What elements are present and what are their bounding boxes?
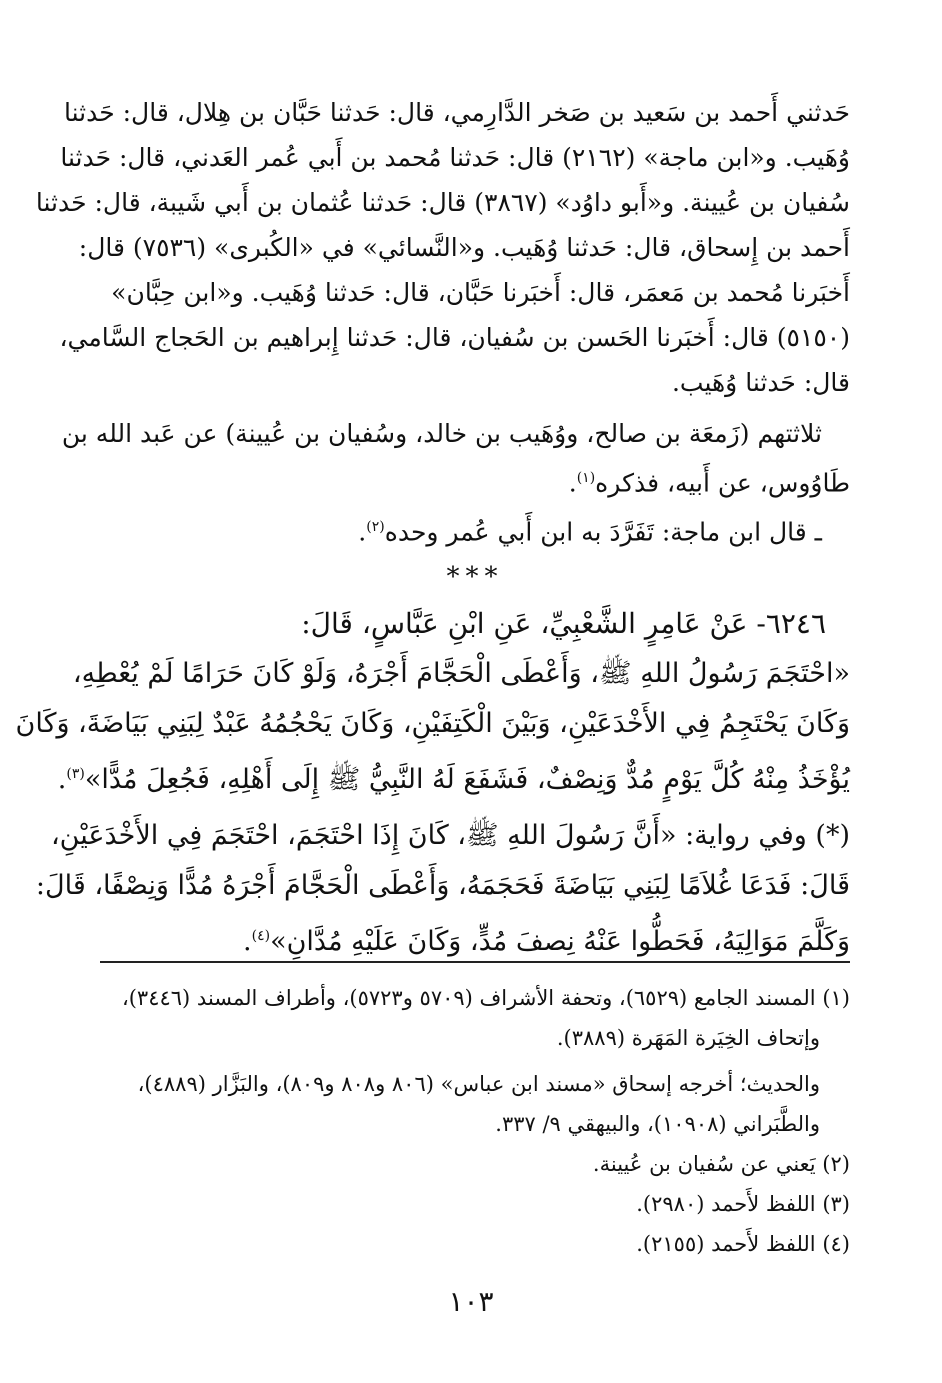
- footnote-1: (١) المسند الجامع (٦٥٢٩)، وتحفة الأشراف (٥٧٠٩ و٥٧٢٣)، وأطراف المسند (٣٤٤٦)،: [121, 986, 850, 1010]
- text-line: قال: حَدثنا وُهَيب.: [671, 368, 850, 397]
- footnote-3: (٣) اللفظ لأَحمد (٢٩٨٠).: [636, 1192, 850, 1216]
- footnote-ref: (٤): [251, 927, 271, 944]
- text-line: ثلاثتهم (زَمعَة بن صالح، ووُهَيب بن خالد، وسُفيان بن عُيينة) عن عَبد الله بن: [61, 419, 822, 448]
- hadith-heading: ٦٢٤٦- عَنْ عَامِرٍ الشَّعْبِيِّ، عَنِ ابْنِ عَبَّاسٍ، قَالَ:: [301, 606, 826, 640]
- text-line: وَكَلَّمَ مَوَالِيَهُ، فَحَطُّوا عَنْهُ نِصفَ مُدٍّ، وَكَانَ عَلَيْهِ مُدَّانِ»$^{(٤)}$.: [243, 925, 850, 957]
- text-line: حَدثني أَحمد بن سَعيد بن صَخر الدَّارِمي، قال: حَدثنا حَبَّان بن هِلال، قال: حَدثنا: [63, 98, 850, 127]
- footnote-2: (٢) يَعني عن سُفيان بن عُيينة.: [592, 1152, 850, 1176]
- text-line: طَاوُوس، عن أَبيه، فذكره$^{(١)}$.: [568, 468, 850, 498]
- page-number: ١٠٣: [448, 1285, 494, 1318]
- chain-paragraph: [61, 411, 850, 505]
- text-line: «احْتَجَمَ رَسُولُ اللهِ ﷺ، وَأَعْطَى الْحَجَّامَ أَجْرَهُ، وَلَوْ كَانَ حَرَامًا لَمْ يُعْطِهِ،: [72, 657, 850, 689]
- text-line: (*) وفي رواية: «أَنَّ رَسُولَ اللهِ ﷺ، كَانَ إِذَا احْتَجَمَ، احْتَجَمَ فِي الأَخْدَعَيْنِ،: [50, 819, 850, 851]
- text-line: وَكَانَ يَحْتَجِمُ فِي الأَخْدَعَيْنِ، وَبَيْنَ الْكَتِفَيْنِ، وَكَانَ يَحْجُمُهُ عَبْدٌ لِبَنِي بَيَاضَةَ، وَكَانَ: [15, 707, 850, 739]
- main-text: [15, 90, 850, 967]
- footnote-ref: (٢): [366, 519, 385, 536]
- hadith-text: [15, 649, 850, 805]
- footnote-4: (٤) اللفظ لأَحمد (٢١٥٥).: [636, 1232, 850, 1256]
- narration-variant: [35, 811, 850, 967]
- text-line: قَالَ: فَدَعَا غُلاَمًا لِبَنِي بَيَاضَةَ فَحَجَمَهُ، وَأَعْطَى الْحَجَّامَ أَجْرَهُ مُدًّا وَنِصْفًا، قَالَ:: [35, 869, 850, 901]
- footnotes: [100, 978, 850, 1264]
- text-line: وُهَيب. و«ابن ماجة» (٢١٦٢) قال: حَدثنا مُحمد بن أَبي عُمر العَدني، قال: حَدثنا: [60, 143, 850, 172]
- footnote-divider: [100, 961, 850, 963]
- text-line: (٥١٥٠) قال: أَخبَرنا الحَسن بن سُفيان، قال: حَدثنا إِبراهيم بن الحَجاج السَّامي،: [59, 323, 850, 352]
- text-line: أَخبَرنا مُحمد بن مَعمَر، قال: أَخبَرنا حَبَّان، قال: حَدثنا وُهَيب. و«ابن حِبَّان»: [111, 278, 850, 307]
- section-separator: ***: [446, 561, 504, 592]
- text-line: سُفيان بن عُيينة. و«أَبو داوُد» (٣٨٦٧) قال: حَدثنا عُثمان بن أَبي شَيبة، قال: حَدثنا: [35, 188, 850, 217]
- footnote-1-cont: وإتحاف الخِيَرة المَهَرة (٣٨٨٩).: [556, 1026, 820, 1050]
- ibn-majah-note: ـ قال ابن ماجة: تَفَرَّدَ به ابن أَبي عُمر وحده$^{(٢)}$.: [358, 517, 822, 547]
- footnote-ref: (٣): [66, 765, 85, 782]
- isnad-paragraph: [35, 90, 850, 405]
- footnote-ref: (١): [576, 470, 596, 486]
- text-line: أَحمد بن إِسحاق، قال: حَدثنا وُهَيب. و«النَّسائي» في «الكُبرى» (٧٥٣٦) قال:: [78, 233, 850, 262]
- text-line: يُؤْخَذُ مِنْهُ كُلَّ يَوْمٍ مُدٌّ وَنِصْفٌ، فَشَفَعَ لَهُ النَّبِيُّ ﷺ إِلَى أَهْلِهِ، فَجُعِلَ مُدًّا»$^{(٣)}$.: [57, 763, 850, 795]
- footnote-1-cont: والطَّبَراني (١٠٩٠٨)، والبيهقي ٩/ ٣٣٧.: [495, 1112, 820, 1136]
- footnote-1-cont: والحديث؛ أخرجه إسحاق «مسند ابن عباس» (٨٠٦ و٨٠٨ و٨٠٩)، والبَزَّار (٤٨٨٩)،: [137, 1072, 820, 1096]
